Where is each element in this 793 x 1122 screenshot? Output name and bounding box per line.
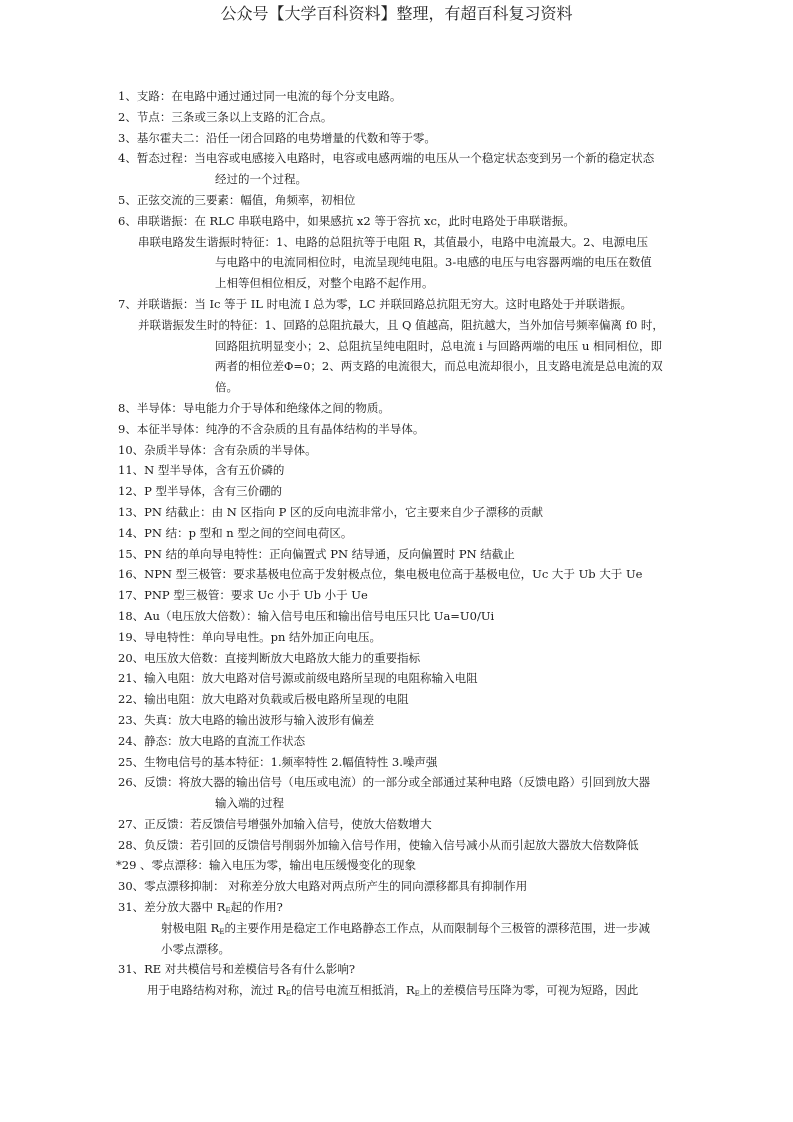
line-text: 6、串联谐振：在 RLC 串联电路中，如果感抗 x2 等于容抗 xc，此时电路处于串联谐振。: [118, 213, 575, 228]
line-text: 起的作用?: [230, 900, 283, 915]
text-line: [118, 190, 683, 211]
line-text: 28、负反馈：若引回的反馈信号削弱外加输入信号作用，使输入信号减小从而引起放大器放大倍数降低: [118, 837, 639, 852]
line-text: 26、反馈：将放大器的输出信号（电压或电流）的一部分或全部通过某种电路（反馈电路）引回到放大器: [118, 775, 651, 790]
line-text: 2、节点：三条或三条以上支路的汇合点。: [118, 109, 333, 124]
text-line: [118, 481, 683, 502]
line-text: 31、RE 对共模信号和差模信号各有什么影响?: [118, 962, 356, 977]
line-text: 倍。: [215, 380, 238, 395]
line-text: 输入端的过程: [215, 796, 284, 811]
line-text: 7、并联谐振：当 Ic 等于 IL 时电流 I 总为零，LC 并联回路总抗阻无穷大。这时电路处于并联谐振。: [118, 296, 633, 311]
line-text: 的信号电流互相抵消，R: [290, 983, 415, 998]
text-line: [118, 86, 683, 107]
text-line: [118, 980, 683, 1001]
text-line: [118, 793, 683, 814]
line-text: 23、失真：放大电路的输出波形与输入波形有偏差: [118, 712, 375, 727]
text-line: [116, 855, 683, 876]
text-line: [118, 377, 683, 398]
text-line: [118, 897, 683, 918]
line-text: 18、Au（电压放大倍数）：输入信号电压和输出信号电压只比 Ua=U0/Ui: [118, 608, 495, 623]
line-text: 的主要作用是稳定工作电路静态工作点，从而限制每个三极管的漂移范围，进一步减: [224, 920, 650, 935]
text-line: [118, 502, 683, 523]
subscript: E: [414, 990, 420, 999]
line-text: 经过的一个过程。: [215, 172, 307, 187]
line-text: 30、零点漂移抑制： 对称差分放大电路对两点所产生的同向漂移都具有抑制作用: [118, 879, 528, 894]
text-line: [118, 107, 683, 128]
line-text: 并联谐振发生时的特征：1、回路的总阻抗最大，且 Q 值越高，阻抗越大，当外加信号频率偏离 f0 时，: [138, 317, 664, 332]
text-line: [118, 918, 683, 939]
text-line: [118, 710, 683, 731]
line-text: 5、正弦交流的三要素：幅值，角频率，初相位: [118, 192, 356, 207]
text-line: [118, 523, 683, 544]
line-text: 14、PN 结：p 型和 n 型之间的空间电荷区。: [118, 525, 353, 540]
line-text: 20、电压放大倍数：直接判断放大电路放大能力的重要指标: [118, 650, 421, 665]
line-text: 16、NPN 型三极管：要求基极电位高于发射极点位，集电极电位高于基极电位，Uc 大于 Ub 大于 Ue: [118, 567, 643, 582]
text-line: [118, 336, 683, 357]
text-line: [118, 169, 683, 190]
line-text: 上的差模信号压降为零，可视为短路，因此: [419, 983, 639, 998]
text-line: [118, 273, 683, 294]
text-line: [118, 294, 683, 315]
text-line: [118, 315, 683, 336]
text-line: [118, 460, 683, 481]
text-line: [118, 731, 683, 752]
line-text: 12、P 型半导体，含有三价硼的: [118, 484, 283, 499]
text-line: [118, 356, 683, 377]
line-text: *29 、零点漂移：输入电压为零，输出电压缓慢变化的现象: [116, 858, 417, 873]
line-text: 回路阻抗明显变小；2、总阻抗呈纯电阻时，总电流 i 与回路两端的电压 u 相同相位，即: [215, 338, 663, 353]
subscript: E: [285, 990, 291, 999]
text-line: [118, 939, 683, 960]
line-text: 上相等但相位相反，对整个电路不起作用。: [215, 276, 434, 291]
text-line: [118, 835, 683, 856]
text-line: [118, 252, 683, 273]
line-text: 小零点漂移。: [161, 941, 230, 956]
line-text: 15、PN 结的单向导电特性：正向偏置式 PN 结导通，反向偏置时 PN 结截止: [118, 546, 515, 561]
line-text: 9、本征半导体：纯净的不含杂质的且有晶体结构的半导体。: [118, 421, 425, 436]
text-line: [118, 440, 683, 461]
text-line: [118, 398, 683, 419]
text-line: [118, 668, 683, 689]
text-line: [118, 627, 683, 648]
text-line: [118, 232, 683, 253]
text-line: [118, 211, 683, 232]
text-line: [118, 752, 683, 773]
line-text: 3、基尔霍夫二：沿任一闭合回路的电势增量的代数和等于零。: [118, 130, 436, 145]
text-line: [118, 544, 683, 565]
line-text: 31、差分放大器中 R: [118, 900, 226, 915]
line-text: 17、PNP 型三极管：要求 Uc 小于 Ub 小于 Ue: [118, 588, 368, 603]
text-line: [118, 564, 683, 585]
page-header: 公众号【大学百科资料】整理，有超百科复习资料: [220, 4, 573, 23]
line-text: 10、杂质半导体：含有杂质的半导体。: [118, 442, 317, 457]
line-text: 13、PN 结截止：由 N 区指向 P 区的反向电流非常小，它主要来自少子漂移的贡献: [118, 504, 544, 519]
document-body: [118, 86, 683, 1001]
line-text: 8、半导体：导电能力介于导体和绝缘体之间的物质。: [118, 400, 390, 415]
line-text: 与电路中的电流同相位时，电流呈现纯电阻。3-电感的电压与电容器两端的电压在数值: [215, 255, 652, 270]
text-line: [118, 689, 683, 710]
line-text: 22、输出电阻：放大电路对负载或后极电路所呈现的电阻: [118, 692, 409, 707]
text-line: [118, 419, 683, 440]
line-text: 串联电路发生谐振时特征：1、电路的总阻抗等于电阻 R，其值最小，电路中电流最大。2、电源电压: [138, 234, 648, 249]
text-line: [118, 772, 683, 793]
text-line: [118, 959, 683, 980]
subscript: E: [225, 907, 231, 916]
text-line: [118, 876, 683, 897]
line-text: 1、支路：在电路中通过通过同一电流的每个分支电路。: [118, 89, 402, 103]
text-line: [118, 648, 683, 669]
text-line: [118, 814, 683, 835]
line-text: 两者的相位差Φ=0；2、两支路的电流很大，而总电流却很小，且支路电流是总电流的双: [215, 359, 663, 374]
line-text: 19、导电特性：单向导电性。pn 结外加正向电压。: [118, 629, 382, 644]
line-text: 21、输入电阻：放大电路对信号源或前级电路所呈现的电阻称输入电阻: [118, 671, 478, 686]
text-line: [118, 585, 683, 606]
line-text: 射极电阻 R: [161, 920, 220, 935]
text-line: [118, 148, 683, 169]
line-text: 27、正反馈：若反馈信号增强外加输入信号，使放大倍数增大: [118, 816, 432, 831]
text-line: [118, 128, 683, 149]
subscript: E: [219, 927, 225, 936]
line-text: 用于电路结构对称，流过 R: [147, 983, 286, 998]
line-text: 4、暂态过程：当电容或电感接入电路时，电容或电感两端的电压从一个稳定状态变到另一个新的稳定状态: [118, 151, 655, 166]
line-text: 11、N 型半导体，含有五价磷的: [118, 463, 285, 478]
text-line: [118, 606, 683, 627]
line-text: 25、生物电信号的基本特征：1.频率特性 2.幅值特性 3.噪声强: [118, 754, 438, 769]
line-text: 24、静态：放大电路的直流工作状态: [118, 733, 306, 748]
